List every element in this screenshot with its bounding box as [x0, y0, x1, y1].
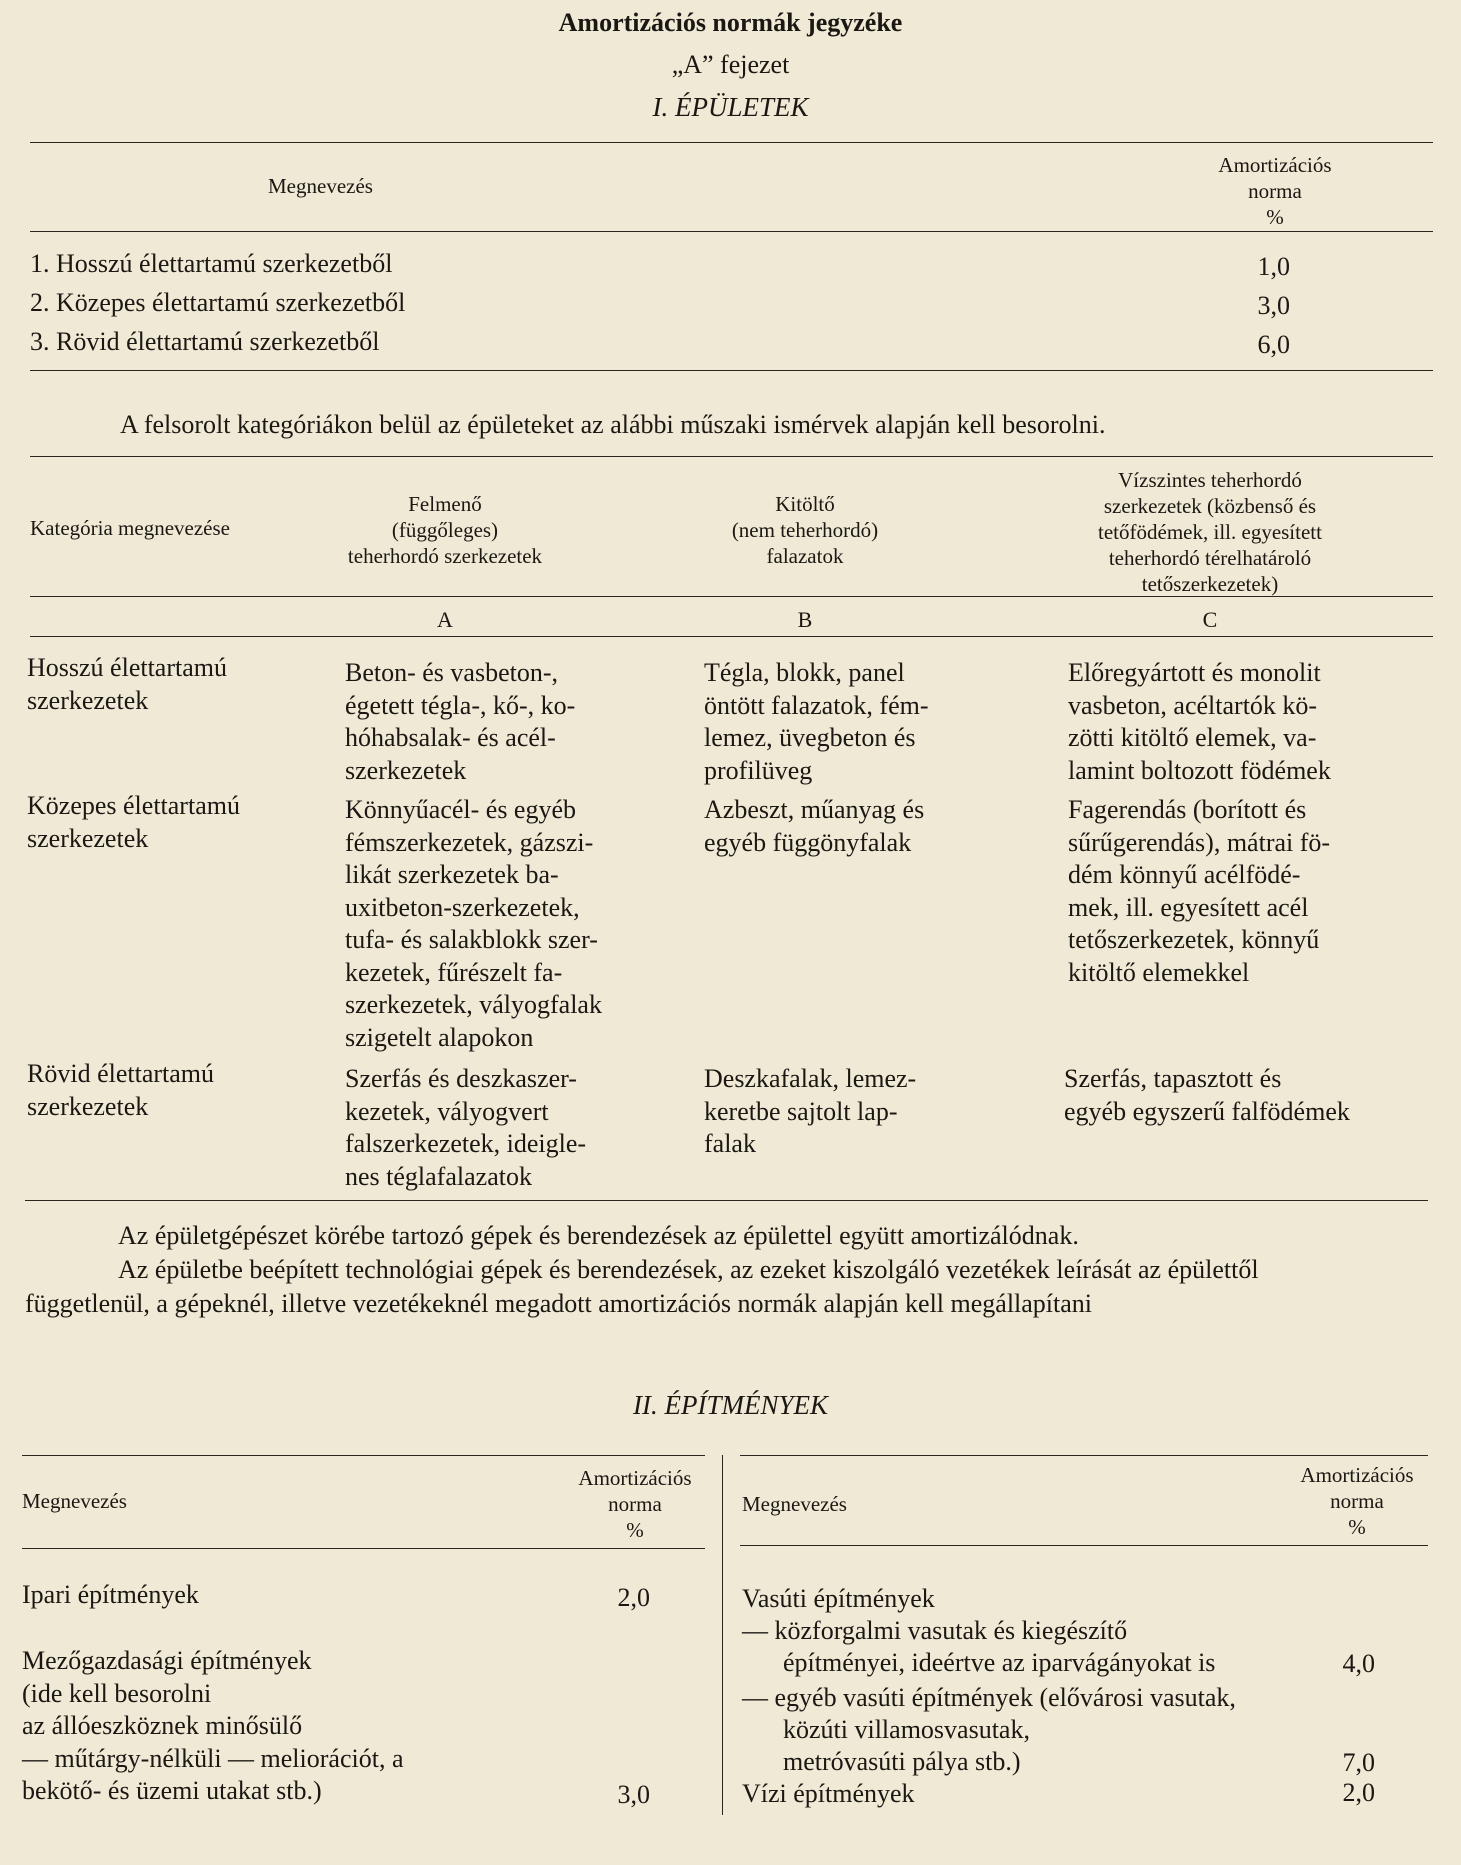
table3-right-line-2: — közforgalmi vasutak és kiegészítő [742, 1616, 1128, 1645]
table1-row-1-value: 1,0 [1257, 252, 1290, 281]
table2-col-b-header: Kitöltő (nem teherhordó) falazatok [731, 492, 879, 568]
table2-row-2-c: Fagerendás (borított és sűrűgerendás), mátrai fö- dém könnyű acélfödé- mek, ill. egyesített acél tetőszerkezetek, könnyű kitöltő elemekkel [1068, 795, 1331, 987]
table2-top-rule [30, 456, 1433, 457]
section-title-buildings: I. ÉPÜLETEK [652, 92, 809, 122]
table3-right-line-7: Vízi építmények [742, 1779, 915, 1808]
table2-letter-c: C [1202, 607, 1218, 632]
intro-text: A felsorolt kategóriákon belül az épületeket az alábbi műszaki ismérvek alapján kell besorolni. [120, 410, 1106, 439]
table3-left-item-1-value: 2,0 [617, 1583, 650, 1612]
table3-right-value-1: 4,0 [1342, 1649, 1375, 1678]
table1-col-norm: Amortizációs norma % [1218, 153, 1332, 229]
table3-left-item-1: Ipari építmények [22, 1580, 199, 1609]
table2-letters-rule [30, 636, 1433, 637]
table1-bottom-rule [30, 370, 1433, 371]
table2-letter-b: B [797, 607, 813, 632]
section-title-structures: II. ÉPÍTMÉNYEK [633, 1390, 828, 1420]
table2-row-1-b: Tégla, blokk, panel öntött falazatok, fém- lemez, üvegbeton és profilüveg [704, 658, 929, 785]
table3-right-col-name: Megnevezés [742, 1492, 847, 1516]
table1-row-1-name: 1. Hosszú élettartamú szerkezetből [30, 249, 393, 278]
table3-right-value-3: 2,0 [1342, 1778, 1375, 1807]
table1-col-name: Megnevezés [268, 174, 373, 198]
table3-right-top-rule [740, 1455, 1428, 1456]
chapter-label: „A” fejezet [671, 50, 790, 79]
note-2b: függetlenül, a gépeknél, illetve vezetékeknél megadott amortizációs normák alapján kell megállapítani [25, 1289, 1093, 1318]
table2-col-c-header: Vízszintes teherhordó szerkezetek (közbenső és tetőfödémek, ill. egyesített teherhordó térelhatároló tetőszerkezetek) [1098, 468, 1322, 596]
table2-header-rule [30, 596, 1433, 597]
table3-left-top-rule [22, 1455, 705, 1456]
table3-right-line-3: építményei, ideértve az iparvágányokat is [783, 1648, 1216, 1677]
table3-right-value-2: 7,0 [1342, 1748, 1375, 1777]
table3-left-col-norm: Amortizációs norma % [578, 1466, 692, 1542]
table2-row-3-a: Szerfás és deszkaszer- kezetek, vályogvert falszerkezetek, ideigle- nes téglafalazatok [345, 1064, 587, 1191]
table2-bottom-rule [25, 1200, 1428, 1201]
table2-row-3-category: Rövid élettartamú szerkezetek [27, 1059, 215, 1121]
table3-left-header-rule [22, 1548, 705, 1549]
table3-right-line-4: — egyéb vasúti építmények (elővárosi vasutak, [742, 1683, 1236, 1712]
document-title: Amortizációs normák jegyzéke [558, 8, 903, 37]
table1-row-2-name: 2. Közepes élettartamú szerkezetből [30, 288, 406, 317]
note-1: Az épületgépészet körébe tartozó gépek és berendezések az épülettel együtt amortizálódnak. [118, 1221, 1079, 1250]
table3-right-line-1: Vasúti építmények [742, 1584, 935, 1613]
table2-row-2-category: Közepes élettartamú szerkezetek [27, 791, 240, 853]
table2-col-category: Kategória megnevezése [30, 516, 230, 540]
table3-right-header-rule [740, 1545, 1428, 1546]
table2-row-1-c: Előregyártott és monolit vasbeton, acéltartók kö- zötti kitöltő elemek, va- lamint boltozott födémek [1068, 658, 1331, 785]
table3-left-col-name: Megnevezés [22, 1489, 127, 1513]
table2-letter-a: A [437, 607, 453, 632]
table2-row-3-c: Szerfás, tapasztott és egyéb egyszerű falfödémek [1064, 1064, 1350, 1126]
table2-row-2-a: Könnyűacél- és egyéb fémszerkezetek, gázszi- likát szerkezetek ba- uxitbeton-szerkezetek, tufa- és salakblokk szer- kezetek, fűrészelt fa- szerkezetek, vályogfalak szigetelt alapokon [345, 795, 602, 1052]
table2-row-1-category: Hosszú élettartamú szerkezetek [27, 653, 227, 715]
table2-row-3-b: Deszkafalak, lemez- keretbe sajtolt lap- falak [704, 1064, 917, 1158]
table1-row-3-value: 6,0 [1257, 330, 1290, 359]
table3-right-line-5: közúti villamosvasutak, [783, 1715, 1030, 1744]
table2-col-a-header: Felmenő (függőleges) teherhordó szerkezetek [347, 492, 543, 568]
table2-row-2-b: Azbeszt, műanyag és egyéb függönyfalak [704, 795, 925, 857]
table3-left-item-2-value: 3,0 [617, 1780, 650, 1809]
table3-divider [722, 1455, 723, 1815]
table1-header-rule [30, 231, 1433, 232]
table3-right-line-6: metróvasúti pálya stb.) [783, 1747, 1021, 1776]
table1-row-3-name: 3. Rövid élettartamú szerkezetből [30, 327, 380, 356]
table3-right-col-norm: Amortizációs norma % [1300, 1463, 1414, 1539]
table3-left-item-2: Mezőgazdasági építmények (ide kell besorolni az állóeszköznek minősülő — műtárgy-nélküli — meliorációt, a bekötő- és üzemi utakat stb.) [22, 1646, 404, 1805]
table2-row-1-a: Beton- és vasbeton-, égetett tégla-, kő-, ko- hóhabsalak- és acél- szerkezetek [345, 658, 576, 785]
note-2a: Az épületbe beépített technológiai gépek és berendezések, az ezeket kiszolgáló vezetékek leírását az épülettől [118, 1255, 1259, 1284]
table1-row-2-value: 3,0 [1257, 291, 1290, 320]
table1-top-rule [30, 142, 1433, 143]
